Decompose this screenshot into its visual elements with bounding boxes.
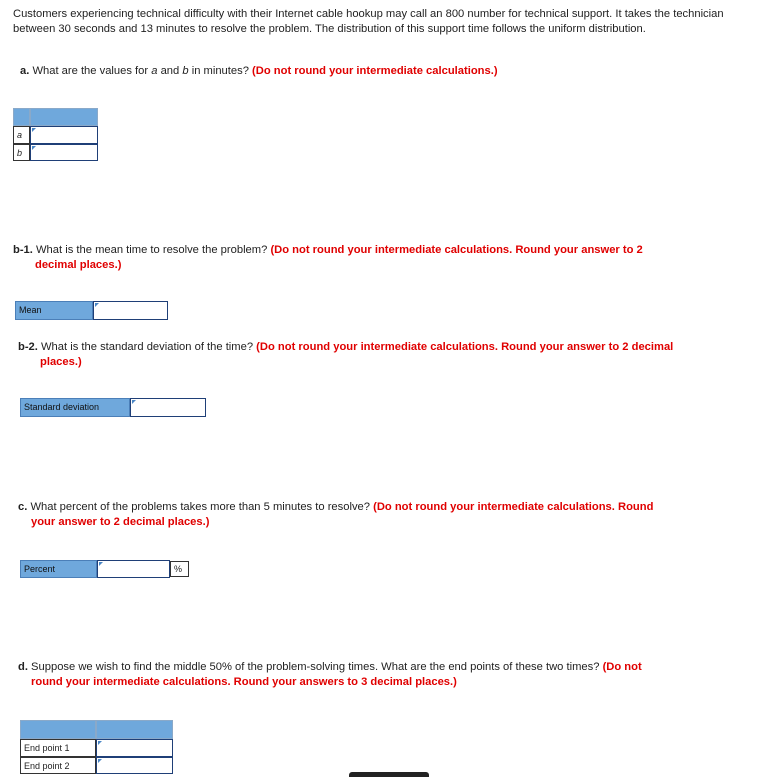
table-d-header [96, 720, 173, 739]
question-a-label: a. [20, 65, 30, 77]
question-c-text: What percent of the problems takes more than 5 minutes to resolve? [27, 501, 374, 513]
bottom-bar [349, 772, 429, 777]
table-d-corner [20, 720, 96, 739]
end-point-1-label: End point 1 [20, 739, 96, 757]
question-d [18, 660, 763, 690]
question-b1-text: What is the mean time to resolve the problem? [32, 244, 271, 256]
std-dev-label: Standard deviation [20, 398, 130, 417]
question-c-note-2: your answer to 2 decimal places.) [31, 516, 210, 528]
percent-input[interactable] [97, 560, 170, 578]
var-a: a [151, 65, 158, 77]
table-ab-corner [13, 108, 30, 126]
question-c-note-1: (Do not round your intermediate calculations. Round [373, 501, 654, 513]
mean-label: Mean [15, 301, 93, 320]
problem-intro: Customers experiencing technical difficulty with their Internet cable hookup may call an 800 number for technical support. It takes the technician between 30 seconds and 13 minutes to resolve the problem. The distribution of this support time follows the uniform distribution. [13, 8, 724, 35]
row-a-label: a [13, 126, 30, 144]
question-b1-note-2: decimal places.) [35, 259, 122, 271]
percent-label: Percent [20, 560, 97, 578]
end-point-2-label: End point 2 [20, 757, 96, 774]
end-point-2-input[interactable] [96, 757, 173, 774]
question-d-text: Suppose we wish to find the middle 50% of the problem-solving times. What are the end points of these two times? [27, 661, 603, 673]
input-b[interactable] [30, 144, 98, 161]
input-a[interactable] [30, 126, 98, 144]
and-text: and [157, 65, 183, 77]
question-a-note: (Do not round your intermediate calculations.) [252, 65, 498, 77]
question-c [18, 500, 758, 530]
std-dev-input[interactable] [130, 398, 206, 417]
question-a [20, 64, 760, 79]
question-b2-label: b-2. [18, 341, 38, 353]
question-b2-text: What is the standard deviation of the time? [37, 341, 257, 353]
question-d-label: d. [18, 661, 28, 673]
question-b2 [18, 340, 758, 370]
end-point-1-input[interactable] [96, 739, 173, 757]
percent-unit: % [170, 561, 189, 577]
question-b1-label: b-1. [13, 244, 33, 256]
question-a-text2: in minutes? [188, 65, 253, 77]
question-d-note-2: round your intermediate calculations. Round your answers to 3 decimal places.) [31, 676, 457, 688]
mean-input[interactable] [93, 301, 168, 320]
question-a-text: What are the values for [29, 65, 152, 77]
table-ab-header [30, 108, 98, 126]
row-b-label: b [13, 144, 30, 161]
question-c-label: c. [18, 501, 28, 513]
var-b: b [182, 65, 189, 77]
question-b2-note-2: places.) [40, 356, 82, 368]
question-b2-note-1: (Do not round your intermediate calculations. Round your answer to 2 decimal [256, 341, 674, 353]
question-d-note-1: (Do not [602, 661, 642, 673]
question-b1-note-1: (Do not round your intermediate calculations. Round your answer to 2 [270, 244, 643, 256]
question-b1 [13, 243, 753, 273]
